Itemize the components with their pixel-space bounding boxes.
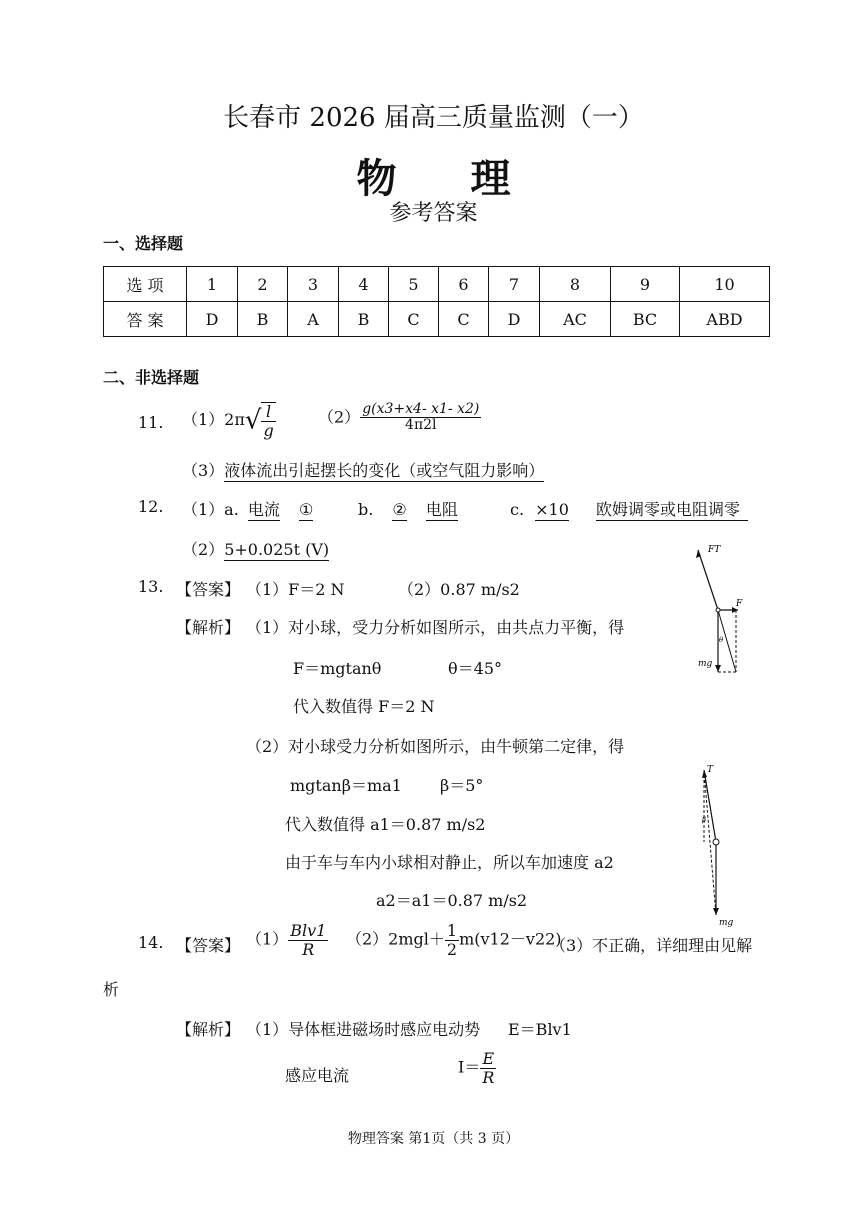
q13-line5a: mgtanβ＝ma1 <box>290 776 402 795</box>
doc-subtitle: 参考答案 <box>389 201 478 226</box>
q13-line4: （2）对小球受力分析如图所示，由牛顿第二定律，得 <box>246 737 625 756</box>
ball <box>713 839 719 845</box>
force-diagram-2 <box>695 760 755 930</box>
formula-lhs: I＝ <box>458 1057 481 1077</box>
q14-answer3: （3）不正确，详细理由见解 <box>550 936 753 955</box>
label-mg: mg <box>698 659 713 669</box>
q12-number: 12. <box>138 497 164 516</box>
q12-a <box>182 497 313 520</box>
q13-answer-tag: 【答案】 <box>176 580 241 599</box>
q12-part2 <box>182 537 329 560</box>
section1-title: 一、选择题 <box>103 234 184 253</box>
table-cell: ABD <box>680 302 770 337</box>
q11-part1 <box>182 402 276 439</box>
q14-answer3-wrap: 析 <box>103 980 120 999</box>
ball <box>716 608 720 612</box>
frac-den: g <box>263 420 274 440</box>
q13-line2a: F＝mgtanθ <box>293 659 382 678</box>
q12-c-answer2: 欧姆调零或电阻调零 <box>596 500 748 521</box>
table-cell: 6 <box>439 267 489 302</box>
table-cell: C <box>439 302 489 337</box>
frac-num: 1 <box>446 921 458 940</box>
q11-part3-answer: 液体流出引起摆长的变化（或空气阻力影响） <box>224 461 545 480</box>
q13-line1: （1）对小球，受力分析如图所示，由共点力平衡，得 <box>246 618 625 637</box>
q14-answer1-fraction <box>288 922 328 958</box>
q12-a-label: （1）a. <box>182 500 239 519</box>
table-cell: 1 <box>187 267 238 302</box>
force-diagram-1 <box>690 540 750 680</box>
q11-fraction <box>360 402 481 434</box>
doc-title: 长春市 2026 届高三质量监测（一） <box>223 103 644 133</box>
table-cell: 8 <box>540 267 611 302</box>
label-f: F <box>736 599 743 609</box>
q14-line2-formula <box>458 1050 496 1086</box>
tension-arrow <box>704 770 716 842</box>
q12-b-label: b. <box>358 500 374 519</box>
table-cell: AC <box>540 302 611 337</box>
table-cell: A <box>288 302 339 337</box>
q14-current-fraction <box>480 1050 496 1086</box>
q12-b <box>358 497 458 520</box>
table-cell: B <box>339 302 389 337</box>
row-label: 答 案 <box>104 302 187 337</box>
frac-num: E <box>480 1050 496 1069</box>
table-cell: C <box>389 302 439 337</box>
q12-part2-answer: 5+0.025t (V) <box>224 540 330 559</box>
table-cell: B <box>238 302 288 337</box>
q14-line2: 感应电流 <box>285 1066 350 1085</box>
q13-line6: 代入数值得 a1＝0.87 m/s2 <box>285 815 486 834</box>
tension-arrow <box>698 550 718 610</box>
page-footer: 物理答案 第1页（共 3 页） <box>347 1131 520 1147</box>
q13-line3: 代入数值得 F＝2 N <box>293 697 435 716</box>
q13-analysis-tag: 【解析】 <box>176 618 241 637</box>
table-cell: 10 <box>680 267 770 302</box>
q12-c-label: c. <box>510 500 525 519</box>
sqrt-symbol: √ <box>244 405 262 436</box>
q13-answer1: （1）F＝2 N <box>246 580 345 599</box>
q12-a-answer1: 电流 <box>247 500 280 519</box>
table-row <box>104 302 770 337</box>
q14-half-fraction <box>445 922 459 958</box>
label-t: T <box>707 765 714 775</box>
table-cell: 7 <box>489 267 540 302</box>
q11-part3 <box>182 458 544 481</box>
table-cell: 9 <box>611 267 680 302</box>
label-mg: mg <box>719 918 734 928</box>
q12-b-answer1: ② <box>392 500 407 519</box>
table-cell: 4 <box>339 267 389 302</box>
frac-num: Blv1 <box>290 921 327 940</box>
q12-b-answer2: 电阻 <box>425 500 458 519</box>
label-beta: β <box>702 816 707 824</box>
q13-line8: a2＝a1＝0.87 m/s2 <box>376 891 528 910</box>
q14-answer1-prefix: （1） <box>246 929 289 949</box>
q11-part2 <box>318 402 481 434</box>
q13-line5b: β＝5° <box>440 776 484 795</box>
table-cell: D <box>187 302 238 337</box>
table-cell: 2 <box>238 267 288 302</box>
q13-line2b: θ＝45° <box>448 659 502 678</box>
q12-part2-prefix: （2） <box>182 540 225 559</box>
frac-num: l <box>261 403 275 422</box>
answer-table <box>103 266 770 337</box>
q14-line1: （1）导体框进磁场时感应电动势 <box>246 1020 481 1039</box>
frac-den: R <box>482 1067 495 1087</box>
frac-num: g(x3+x4- x1- x2) <box>362 401 480 417</box>
arrowhead <box>715 665 721 672</box>
table-cell: 3 <box>288 267 339 302</box>
q12-a-answer2: ① <box>299 500 314 519</box>
q11-part3-prefix: （3） <box>182 461 225 480</box>
q14-answer2 <box>346 922 562 958</box>
label-ft: FT <box>708 545 721 555</box>
q12-c <box>510 497 748 520</box>
q11-part2-prefix: （2） <box>318 407 361 427</box>
frac-den: 4π2l <box>405 417 437 434</box>
q13-answer2: （2）0.87 m/s2 <box>398 580 520 599</box>
section2-title: 二、非选择题 <box>103 368 200 387</box>
table-cell: 5 <box>389 267 439 302</box>
q11-sqrt-fraction <box>261 402 275 439</box>
q14-number: 14. <box>138 933 164 952</box>
q14-analysis-tag: 【解析】 <box>176 1020 241 1039</box>
q14-line1b: E＝Blv1 <box>508 1020 572 1039</box>
q14-answer2-prefix: （2）2mgl＋ <box>346 929 445 949</box>
q13-line7: 由于车与车内小球相对静止，所以车加速度 a2 <box>285 853 614 872</box>
q12-c-answer1: ×10 <box>535 500 569 519</box>
q11-number: 11. <box>138 413 164 432</box>
frac-den: R <box>302 939 315 959</box>
table-row <box>104 267 770 302</box>
q13-number: 13. <box>138 577 164 596</box>
subject-title: 物 理 <box>356 155 541 202</box>
table-cell: BC <box>611 302 680 337</box>
q14-answer2-rest: m(v12－v22) <box>459 929 562 949</box>
row-label: 选 项 <box>104 267 187 302</box>
q11-part1-prefix: （1）2π <box>182 410 245 430</box>
frac-den: 2 <box>446 939 458 959</box>
label-theta: θ <box>719 636 724 644</box>
q14-answer1 <box>246 922 328 958</box>
table-cell: D <box>489 302 540 337</box>
q14-answer-tag: 【答案】 <box>176 936 241 955</box>
